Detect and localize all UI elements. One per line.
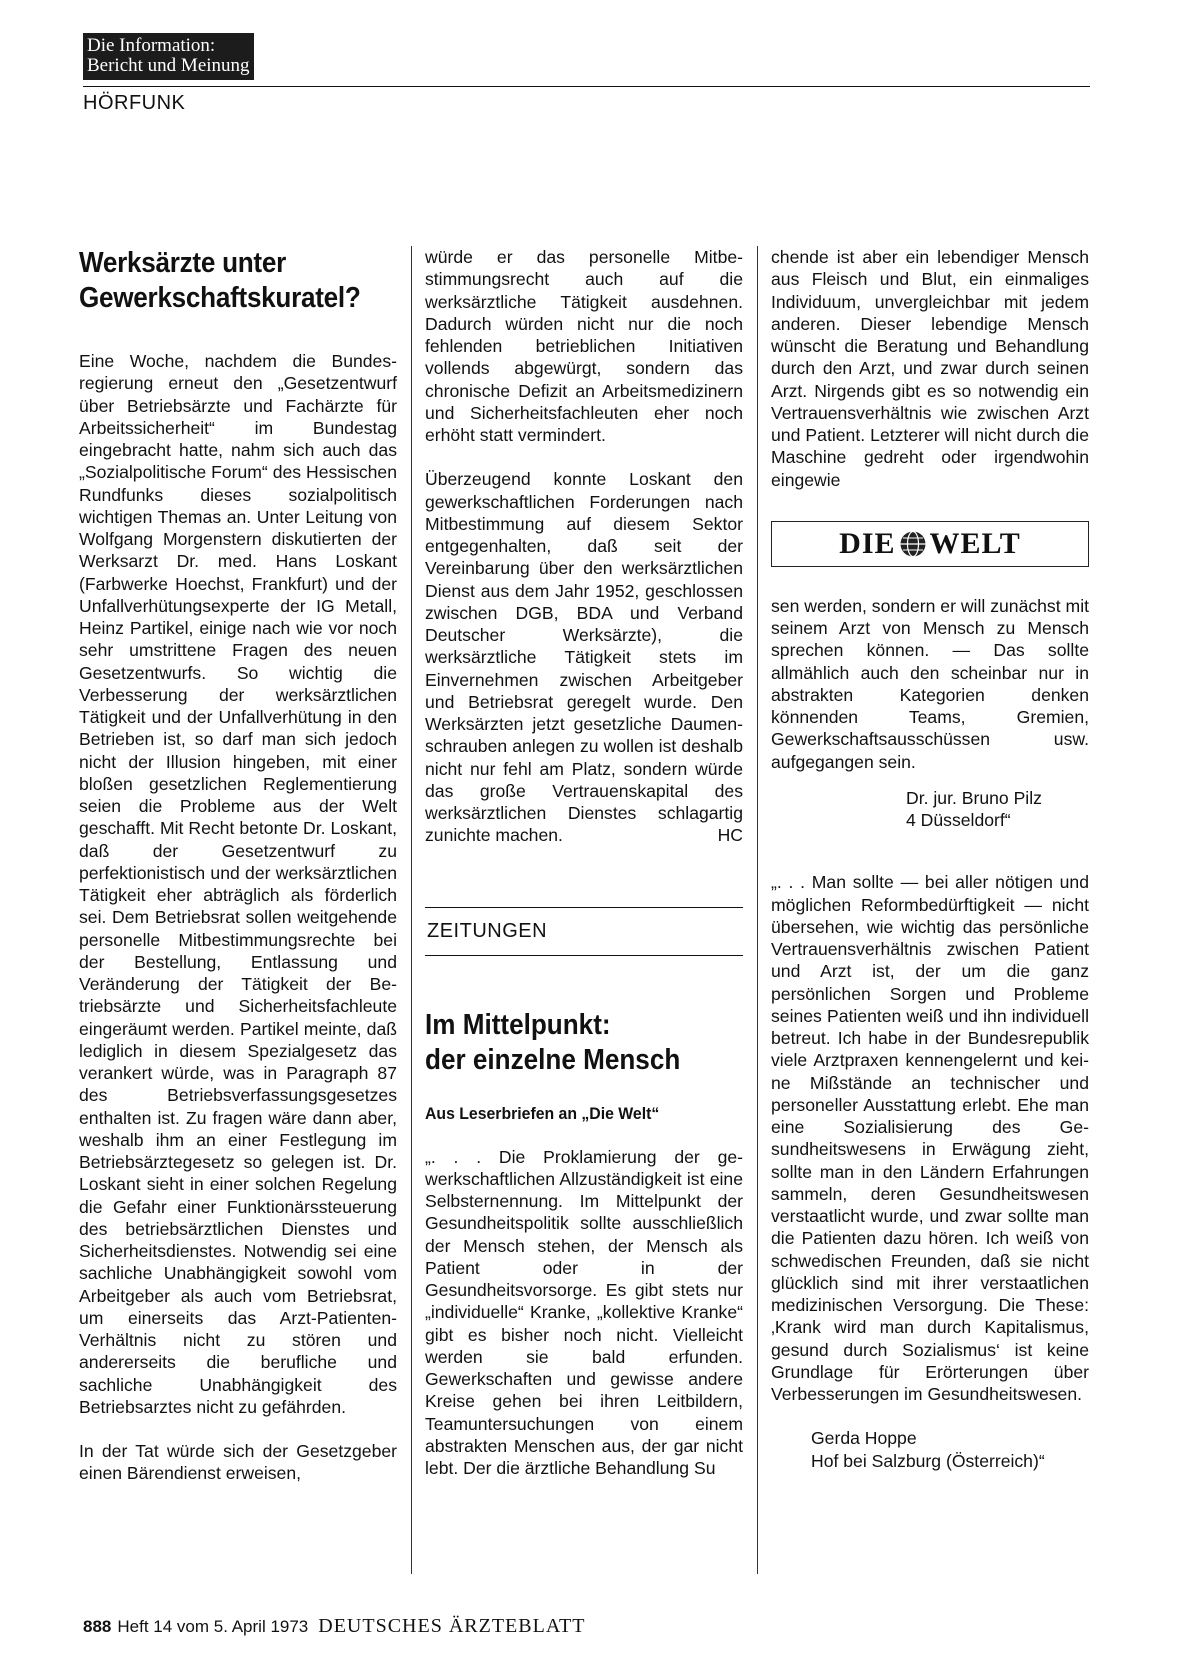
column-2 xyxy=(425,246,743,1479)
signature-pilz: Dr. jur. Bruno Pilz 4 Düsseldorf“ xyxy=(906,787,1042,830)
article2-paragraph-1c: sen werden, sondern er will zunächst mit seinem Arzt von Mensch zu Mensch sprechen können. — Das sollte allmählich auch den scheinbar nur in abstrakten Kategorien denken könnenden Teams, Gremien, Gewerkschaftsausschüssen usw. aufgegangen sein. xyxy=(771,595,1089,772)
column-divider-1 xyxy=(411,246,412,1574)
page-number: 888 xyxy=(83,1617,112,1636)
page-footer xyxy=(83,1615,585,1638)
zeitungen-section-title: ZEITUNGEN xyxy=(427,919,548,942)
journal-name: DEUTSCHES ÄRZTEBLATT xyxy=(318,1615,586,1637)
article1-paragraph-2a: In der Tat würde sich der Gesetzgeber einen Bärendienst erweisen, xyxy=(79,1441,397,1484)
die-welt-logo: DIE WELT xyxy=(771,521,1089,567)
article1-paragraph-2b: würde er das personelle Mitbestimmungsrecht auch auf die werksärztliche Tätigkeit ausdehnen. Dadurch würden nicht nur die noch fehlenden betrieblichen Initiativen vollends abgewürgt, sondern das chronische Defizit an Arbeitsmedizinern und Sicherheitsfachleuten eher noch erhöht statt vermindert. xyxy=(425,247,743,445)
article2-paragraph-2: „. . . Man sollte — bei aller nötigen und möglichen Reformbedürftigkeit — nicht übersehen, wie wichtig das persönliche Vertrauensverhältnis zwischen Patient und Arzt ist, der um die ganz persönlichen Sorgen und Probleme seines Patienten weiß und ihn individuell betreut. Ich habe in der Bundesrepublik viele Arztpraxen kennengelernt und keine Mißstände an technischer und personeller Ausstattung erlebt. Ehe man eine Sozialisierung des Gesundheitswesens in Erwägung zieht, sollte man in den Ländern Erfahrungen sammeln, deren Gesundheitswesen verstaatlicht wurde, und zwar sollte man die Patienten dazu hören. Ich weiß von schwedischen Freunden, daß sie nicht glücklich sind mit ihrer verstaatlichen medizinischen Versorgung. Die These: ‚Krank wird man durch Kapitalismus, gesund durch Sozialismus‘ ist keine Grundlage für Erörterungen über Verbesserungen im Gesundheitswesen. xyxy=(771,872,1089,1404)
article2-subhead: Aus Leserbriefen an „Die Welt“ xyxy=(425,1103,660,1123)
section-title: HÖRFUNK xyxy=(83,92,186,114)
header-rule xyxy=(83,86,1090,87)
issue-info: Heft 14 vom 5. April 1973 xyxy=(117,1617,309,1636)
column-3 xyxy=(771,246,1089,1472)
article1-paragraph-3: Überzeugend konnte Loskant den gewerkschaftlichen Forderungen nach Mitbestimmung auf diesem Sektor entgegenhalten, daß seit der Vereinbarung über den werksärztlichen Dienst aus dem Jahr 1952, geschlossen zwischen DGB, BDA und Verband Deutscher Werksärzte), die werksärztliche Tätigkeit stets im Einvernehmen zwischen Arbeitgeber und Betriebsrat geregelt wurde. Den Werksärzten jetzt gesetzliche Daumenschrauben anlegen zu wollen ist deshalb nicht nur fehl am Platz, sondern würde das große Vertrauenskapital des werksärztlichen Dienstes schlagartig zunichte machen. HC xyxy=(425,469,743,846)
globe-icon xyxy=(899,530,927,558)
article2-paragraph-1b: chende ist aber ein lebendiger Mensch aus Fleisch und Blut, ein einmaliges Individuum, unvergleichbar mit jedem anderen. Dieser lebendige Mensch wünscht die Beratung und Behandlung durch den Arzt, und zwar durch seinen Arzt. Nirgends gibt es so notwendig ein Vertrauensverhältnis wie zwischen Arzt und Patient. Letzterer will nicht durch die Maschine gedreht oder irgendwohin eingewie xyxy=(771,247,1089,490)
article2-headline: Im Mittelpunkt: der einzelne Mensch xyxy=(425,1008,681,1076)
article1-signature: HC xyxy=(717,825,743,846)
rubric-label xyxy=(83,33,254,80)
rubric-label-line2: Bericht und Meinung xyxy=(87,55,250,76)
article1-headline: Werksärzte unter Gewerkschaftskuratel? xyxy=(79,247,361,314)
column-1 xyxy=(79,246,397,1485)
rubric-label-line1: Die Information: xyxy=(87,35,216,56)
article1-paragraph-1: Eine Woche, nachdem die Bundesregierung erneut den „Gesetzentwurf über Betriebsärzte und Fachärzte für Arbeitssicherheit“ im Bundestag eingebracht hatte, nahm sich auch das „Sozialpolitische Forum“ des Hessischen Rundfunks dieses sozialpolitisch wichtigen Themas an. Unter Leitung von Wolfgang Morgenstern diskutierten der Werksarzt Dr. med. Hans Loskant (Farbwerke Hoechst, Frankfurt) und der Unfallverhütungsexperte der IG Metall, Heinz Partikel, einige nach wie vor noch sehr umstrittene Fragen des neuen Gesetzentwurfs. So wichtig die Verbesserung der werksärztlichen Tätigkeit und der Unfallverhütung in den Betrieben ist, so darf man sich jedoch nicht der Illusion hingeben, mit einer bloßen gesetzlichen Reglementierung seien die Probleme aus der Welt geschafft. Mit Recht betonte Dr. Loskant, daß der Gesetzentwurf zu perfektionistisch und der werksärztlichen Tätigkeit eher abträglich als förderlich sei. Dem Betriebsrat sollen weitgehende personelle Mitbestimmungsrechte bei der Bestellung, Entlassung und Veränderung der Tätigkeit der Betriebsärzte und Sicherheitsfachleute eingeräumt werden. Partikel meinte, daß lediglich in diesem Spezialgesetz das verankert würde, was in Paragraph 87 des Betriebsverfassungsgesetzes enthalten ist. Zu fragen wäre dann aber, weshalb ihm an einer Festlegung im Betriebsärztegesetz so gelegen ist. Dr. Loskant sieht in einer solchen Regelung die Gefahr einer Funktionärssteuerung des betriebsärztlichen Dienstes und Sicherheitsdienstes. Notwendig sei eine sachliche Unabhängigkeit sowohl vom Arbeitgeber als auch vom Betriebsrat, um einerseits das Arzt-Patienten-Verhältnis nicht zu stören und andererseits die berufliche und sachliche Unabhängigkeit des Betriebsarztes nicht zu gefährden. xyxy=(79,351,397,1417)
signature-hoppe: Gerda Hoppe Hof bei Salzburg (Österreich)“ xyxy=(811,1428,1045,1471)
article2-paragraph-1a: „. . . Die Proklamierung der gewerkschaftlichen Allzuständigkeit ist eine Selbsternennung. Im Mittelpunkt der Gesundheitspolitik sollte ausschließlich der Mensch stehen, der Mensch als Patient oder in der Gesundheitsvorsorge. Es gibt stets nur „individuelle“ Kranke, „kollektive Kranke“ gibt es bisher noch nicht. Vielleicht werden sie bald erfunden. Gewerkschaften und gewisse andere Kreise gehen bei ihren Leitbildern, Teamuntersuchungen von einem abstrakten Menschen aus, der gar nicht lebt. Der die ärztliche Behandlung Su xyxy=(425,1146,743,1478)
column-divider-2 xyxy=(757,246,758,1574)
zeitungen-rule-bottom xyxy=(425,955,743,956)
